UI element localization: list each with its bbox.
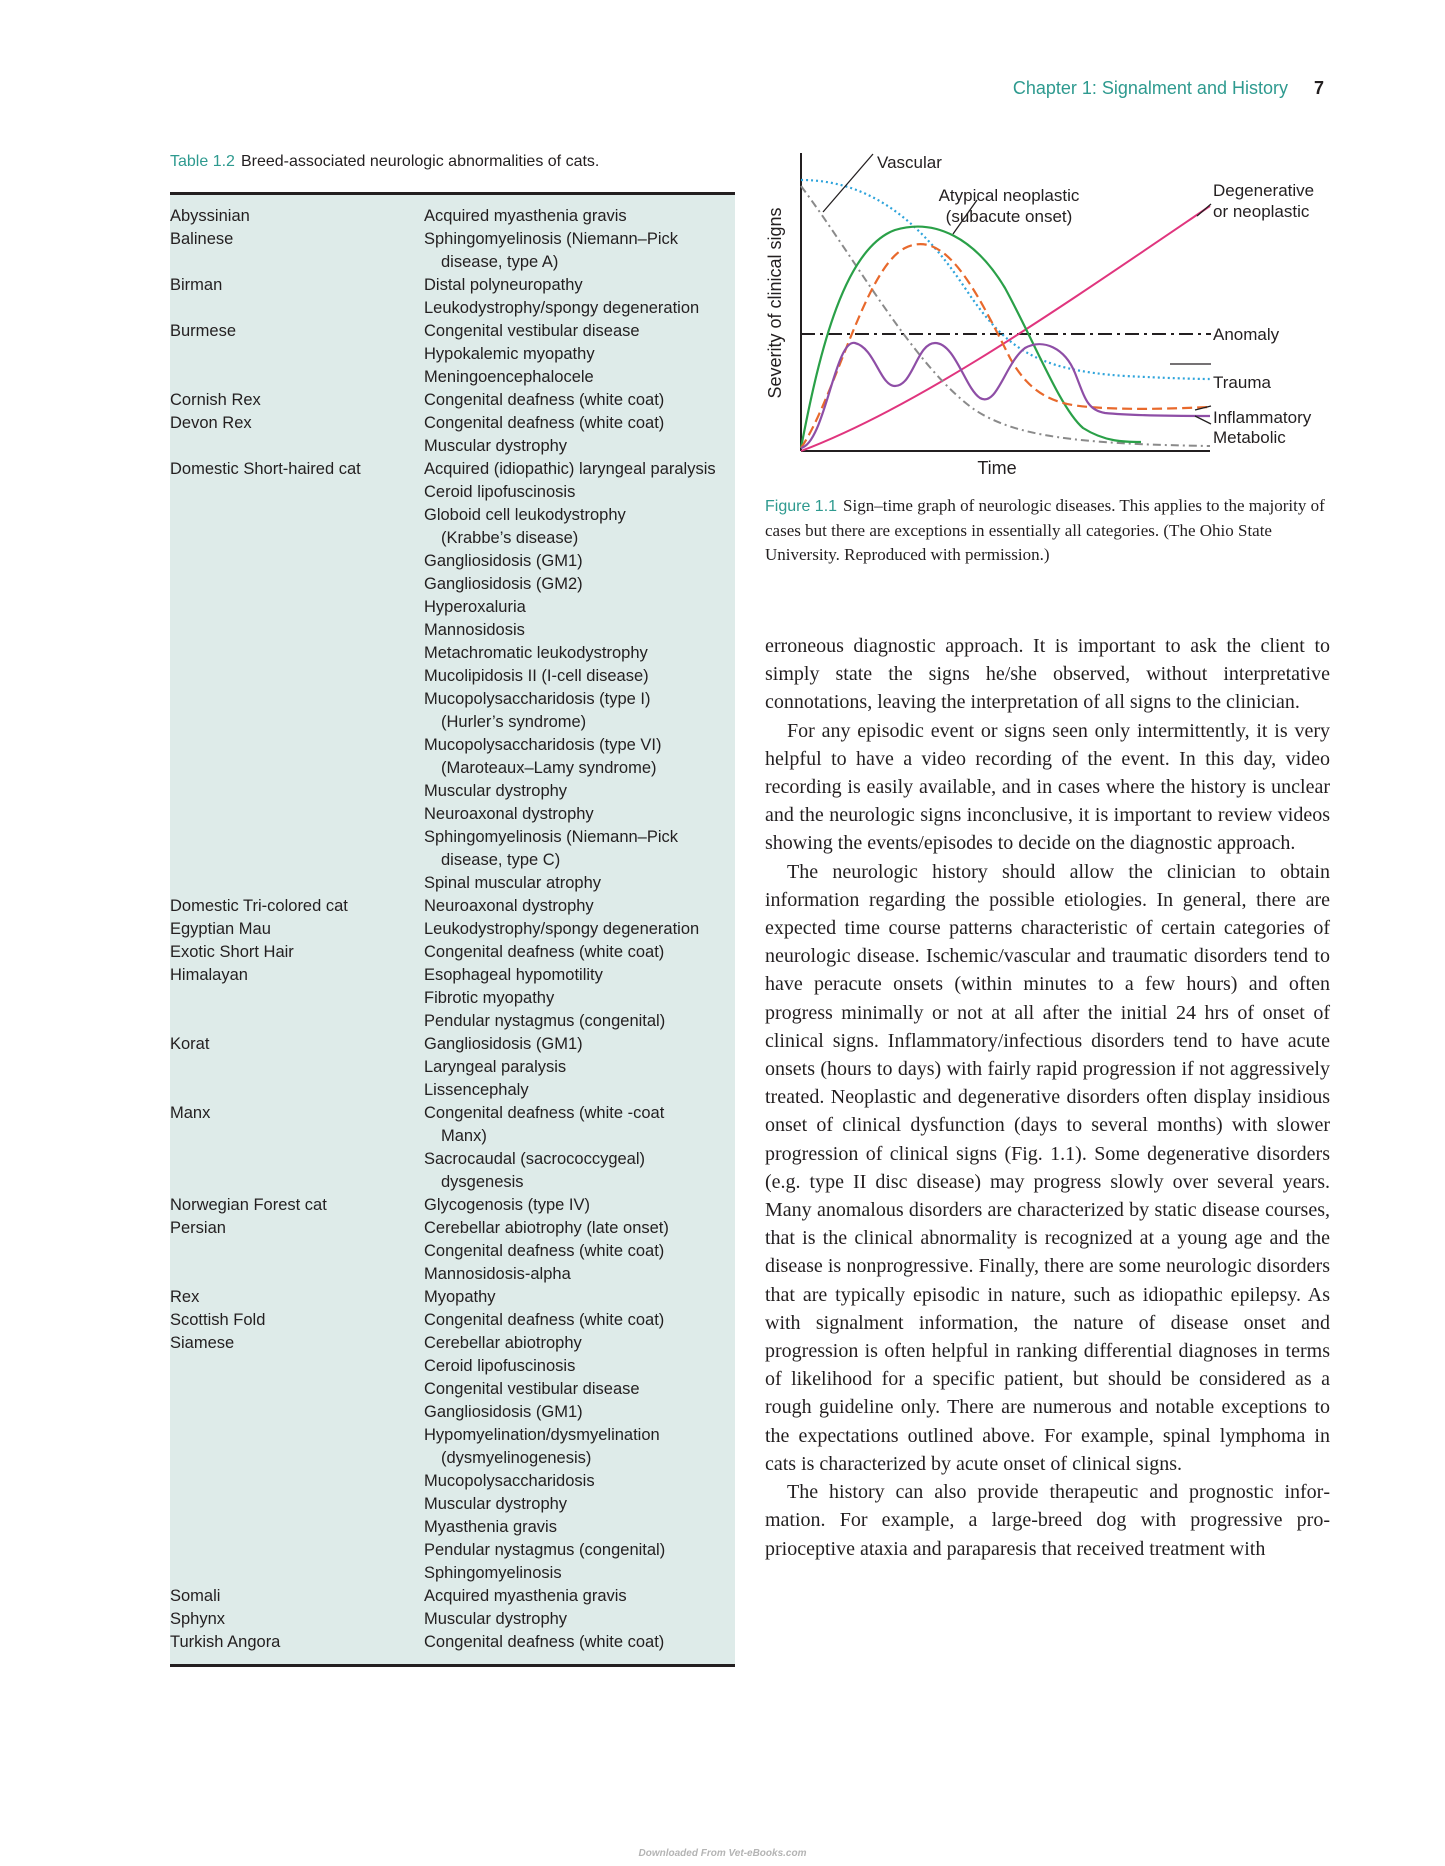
table-row bbox=[170, 1539, 735, 1562]
condition-line: Congenital deafness (white coat) bbox=[424, 391, 665, 409]
table-caption bbox=[170, 151, 740, 173]
breed-cell bbox=[170, 1010, 183, 1033]
condition-cell bbox=[424, 1470, 735, 1493]
condition-line: Sacrocaudal (sacrococcygeal) bbox=[424, 1150, 646, 1168]
table-row bbox=[170, 619, 735, 642]
table-row bbox=[170, 1608, 735, 1631]
table-row bbox=[170, 550, 735, 573]
table-row bbox=[170, 1079, 735, 1102]
breed-cell bbox=[170, 987, 183, 1010]
breed-cell bbox=[170, 435, 183, 458]
table-row bbox=[170, 481, 735, 504]
table-row bbox=[170, 734, 735, 780]
x-axis-label: Time bbox=[977, 458, 1017, 478]
condition-line: Meningoencephalocele bbox=[424, 368, 594, 386]
condition-cell bbox=[424, 320, 735, 343]
figure-caption bbox=[765, 494, 1325, 567]
condition-cell bbox=[424, 642, 735, 665]
condition-line: Sphingomyelinosis (Niemann–Pick bbox=[424, 828, 679, 846]
breed-cell bbox=[170, 1401, 183, 1424]
condition-line: Leukodystrophy/spongy degeneration bbox=[424, 299, 700, 317]
breed-name: Persian bbox=[170, 1219, 226, 1237]
table-row bbox=[170, 780, 735, 803]
breed-cell bbox=[170, 1332, 235, 1355]
table-row bbox=[170, 274, 735, 297]
breed-cell bbox=[170, 343, 183, 366]
condition-line: Gangliosidosis (GM1) bbox=[424, 552, 583, 570]
condition-line: Manx) bbox=[441, 1127, 487, 1145]
table-row bbox=[170, 1194, 735, 1217]
atypical-neoplastic-curve bbox=[801, 227, 1141, 448]
condition-cell bbox=[424, 550, 735, 573]
condition-cell bbox=[424, 1102, 735, 1148]
condition-line: Globoid cell leukodystrophy bbox=[424, 506, 626, 524]
table-row bbox=[170, 366, 735, 389]
page-number: 7 bbox=[1313, 78, 1324, 98]
condition-cell bbox=[424, 1010, 735, 1033]
condition-line: Myopathy bbox=[424, 1288, 496, 1306]
body-paragraph-3: The neurologic history should allow the clinician to obtain information regarding the possible etiologies. In general, there are expected time course patterns characteristic of certain categories of neurologic disease. Ischemic/vascular and traumatic disorders tend to have peracute onsets (within minutes to a few hours) and often progress minimally or not at all after the initial 24 hrs of onset of clinical signs. Inflammatory/infectious disorders tend to have acute onsets (hours to days) with fairly rapid progression if not aggressively treated. Neoplastic and degenerative disorders often display insidious onset of clinical dysfunction (days to several months) with slower progression of clinical signs (Fig. 1.1). Some degenerative disorders (e.g. type II disc disease) may progress slowly over several years. Many anomalous disorders are characterized by static disease courses, that is the clinical abnormality is recognized at a young age and the disease is nonprogressive. Finally, there are some neurologic disorders that are typically episodic in nature, such as idiopathic epilepsy. As with signalment information, the nature of disease onset and progression is often helpful in ranking differential diagnoses in terms of likelihood for a specific patient, but should be considered as a rough guideline only. There are numerous and notable exceptions to the expectations outlined above. For example, spinal lymphoma in cats is characterized by acute onset of clinical signs. bbox=[765, 860, 1330, 1475]
condition-line: Congenital deafness (white coat) bbox=[424, 943, 665, 961]
table-rows bbox=[170, 205, 735, 1654]
vascular-label: Vascular bbox=[877, 153, 942, 172]
table-row bbox=[170, 1470, 735, 1493]
inflammatory-label: Inflammatory bbox=[1213, 408, 1312, 427]
condition-cell bbox=[424, 734, 735, 780]
table-row bbox=[170, 205, 735, 228]
breed-name: Sphynx bbox=[170, 1610, 226, 1628]
table-row bbox=[170, 343, 735, 366]
breed-name: Devon Rex bbox=[170, 414, 252, 432]
condition-line: Muscular dystrophy bbox=[424, 1495, 568, 1513]
breed-name: Somali bbox=[170, 1587, 221, 1605]
breed-name: Turkish Angora bbox=[170, 1633, 281, 1651]
condition-cell bbox=[424, 1493, 735, 1516]
table-row bbox=[170, 1309, 735, 1332]
condition-line: Gangliosidosis (GM1) bbox=[424, 1403, 583, 1421]
condition-cell bbox=[424, 987, 735, 1010]
condition-line: (dysmyelinogenesis) bbox=[441, 1449, 592, 1467]
table-row bbox=[170, 573, 735, 596]
condition-line: (Maroteaux–Lamy syndrome) bbox=[441, 759, 657, 777]
table-row bbox=[170, 895, 735, 918]
degenerative-label-line1: Degenerative bbox=[1213, 181, 1315, 200]
condition-cell bbox=[424, 964, 735, 987]
table-row bbox=[170, 596, 735, 619]
condition-cell bbox=[424, 1056, 735, 1079]
condition-cell bbox=[424, 1585, 735, 1608]
condition-line: Mannosidosis bbox=[424, 621, 525, 639]
breed-cell bbox=[170, 1608, 226, 1631]
condition-line: (Hurler’s syndrome) bbox=[441, 713, 587, 731]
table-row bbox=[170, 872, 735, 895]
table-row bbox=[170, 1033, 735, 1056]
chapter-title: Chapter 1: Signalment and History bbox=[1012, 78, 1288, 98]
breed-cell bbox=[170, 803, 183, 826]
metabolic-label: Metabolic bbox=[1213, 428, 1286, 447]
condition-line: Spinal muscular atrophy bbox=[424, 874, 602, 892]
breed-cell bbox=[170, 941, 294, 964]
breed-cell bbox=[170, 1424, 183, 1470]
condition-line: Distal polyneuropathy bbox=[424, 276, 583, 294]
condition-line: Congenital deafness (white coat) bbox=[424, 1242, 665, 1260]
breed-name: Manx bbox=[170, 1104, 211, 1122]
table-row bbox=[170, 918, 735, 941]
breed-name: Scottish Fold bbox=[170, 1311, 266, 1329]
breed-cell bbox=[170, 1470, 183, 1493]
condition-line: Hypokalemic myopathy bbox=[424, 345, 595, 363]
metabolic-leader bbox=[1195, 416, 1211, 424]
table-row bbox=[170, 228, 735, 274]
condition-line: Pendular nystagmus (congenital) bbox=[424, 1012, 666, 1030]
condition-cell bbox=[424, 297, 735, 320]
condition-line: Mucolipidosis II (I-cell disease) bbox=[424, 667, 649, 685]
condition-line: Congenital vestibular disease bbox=[424, 322, 640, 340]
breed-cell bbox=[170, 1217, 226, 1240]
breed-name: Siamese bbox=[170, 1334, 235, 1352]
breed-cell bbox=[170, 205, 250, 228]
condition-cell bbox=[424, 1148, 735, 1194]
breed-cell bbox=[170, 1631, 281, 1654]
condition-cell bbox=[424, 895, 735, 918]
condition-cell bbox=[424, 596, 735, 619]
condition-cell bbox=[424, 504, 735, 550]
breed-name: Himalayan bbox=[170, 966, 248, 984]
condition-line: Ceroid lipofuscinosis bbox=[424, 483, 576, 501]
atypical-label-line1: Atypical neoplastic bbox=[938, 186, 1080, 205]
table-caption-text: Breed-associated neurologic abnormalities of cats. bbox=[240, 153, 600, 170]
condition-line: Congenital deafness (white -coat bbox=[424, 1104, 665, 1122]
breed-cell bbox=[170, 1056, 183, 1079]
breed-cell bbox=[170, 1493, 183, 1516]
breed-name: Balinese bbox=[170, 230, 234, 248]
degenerative-label-line2: or neoplastic bbox=[1213, 202, 1310, 221]
table-row bbox=[170, 1401, 735, 1424]
breed-cell bbox=[170, 573, 183, 596]
breed-cell bbox=[170, 780, 183, 803]
table-label: Table 1.2 bbox=[170, 153, 235, 170]
condition-line: Muscular dystrophy bbox=[424, 437, 568, 455]
breed-name: Cornish Rex bbox=[170, 391, 261, 409]
condition-line: Sphingomyelinosis bbox=[424, 1564, 562, 1582]
table-row bbox=[170, 1148, 735, 1194]
breed-cell bbox=[170, 1079, 183, 1102]
condition-line: Congenital deafness (white coat) bbox=[424, 1311, 665, 1329]
breed-cell bbox=[170, 228, 234, 274]
condition-cell bbox=[424, 780, 735, 803]
trauma-label: Trauma bbox=[1213, 373, 1271, 392]
metabolic-curve bbox=[801, 343, 1210, 448]
figure-caption-text: Sign–time graph of neurologic diseases. This applies to the majority of cases but there are exceptions in essentially all categories. (The Ohio State University. Reproduced with permission.) bbox=[765, 496, 1325, 564]
table-row bbox=[170, 435, 735, 458]
breed-name: Domestic Short-haired cat bbox=[170, 460, 361, 478]
table-row bbox=[170, 1516, 735, 1539]
breed-name: Korat bbox=[170, 1035, 210, 1053]
condition-line: Lissencephaly bbox=[424, 1081, 529, 1099]
table-row bbox=[170, 1332, 735, 1355]
breed-cell bbox=[170, 1194, 327, 1217]
condition-cell bbox=[424, 1355, 735, 1378]
condition-cell bbox=[424, 688, 735, 734]
table-row bbox=[170, 320, 735, 343]
condition-line: disease, type C) bbox=[441, 851, 561, 869]
figure-label: Figure 1.1 bbox=[765, 498, 838, 515]
condition-line: Neuroaxonal dystrophy bbox=[424, 897, 594, 915]
condition-line: disease, type A) bbox=[441, 253, 559, 271]
condition-line: Metachromatic leukodystrophy bbox=[424, 644, 648, 662]
condition-cell bbox=[424, 343, 735, 366]
condition-line: Acquired myasthenia gravis bbox=[424, 1587, 627, 1605]
breed-cell bbox=[170, 412, 252, 435]
breed-cell bbox=[170, 1033, 210, 1056]
breed-cell bbox=[170, 688, 183, 734]
table-row bbox=[170, 688, 735, 734]
condition-cell bbox=[424, 619, 735, 642]
sign-time-graph bbox=[765, 148, 1325, 488]
table-row bbox=[170, 665, 735, 688]
condition-line: Neuroaxonal dystrophy bbox=[424, 805, 594, 823]
table-row bbox=[170, 1217, 735, 1240]
table-row bbox=[170, 1102, 735, 1148]
breed-cell bbox=[170, 1585, 221, 1608]
degenerative-leader bbox=[1197, 204, 1211, 216]
condition-cell bbox=[424, 481, 735, 504]
condition-cell bbox=[424, 1401, 735, 1424]
breed-name: Norwegian Forest cat bbox=[170, 1196, 327, 1214]
breed-name: Rex bbox=[170, 1288, 200, 1306]
table-row bbox=[170, 1056, 735, 1079]
condition-line: Sphingomyelinosis (Niemann–Pick bbox=[424, 230, 679, 248]
table-row bbox=[170, 504, 735, 550]
breed-cell bbox=[170, 642, 183, 665]
condition-line: Mannosidosis-alpha bbox=[424, 1265, 571, 1283]
condition-cell bbox=[424, 458, 735, 481]
condition-line: Leukodystrophy/spongy degeneration bbox=[424, 920, 700, 938]
condition-line: Hypomyelination/dysmyelination bbox=[424, 1426, 660, 1444]
condition-line: Acquired (idiopathic) laryngeal paralysis bbox=[424, 460, 716, 478]
condition-line: Laryngeal paralysis bbox=[424, 1058, 567, 1076]
breed-cell bbox=[170, 1240, 183, 1263]
condition-line: Muscular dystrophy bbox=[424, 1610, 568, 1628]
table-row bbox=[170, 1562, 735, 1585]
condition-cell bbox=[424, 1539, 735, 1562]
condition-cell bbox=[424, 1240, 735, 1263]
table-row bbox=[170, 1585, 735, 1608]
body-text bbox=[765, 632, 1330, 1563]
condition-cell bbox=[424, 1332, 735, 1355]
table-row bbox=[170, 458, 735, 481]
anomaly-label: Anomaly bbox=[1213, 325, 1280, 344]
condition-line: Gangliosidosis (GM1) bbox=[424, 1035, 583, 1053]
breed-cell bbox=[170, 320, 237, 343]
breed-cell bbox=[170, 1148, 183, 1194]
breed-cell bbox=[170, 297, 183, 320]
table-row bbox=[170, 1424, 735, 1470]
condition-line: Ceroid lipofuscinosis bbox=[424, 1357, 576, 1375]
breed-cell bbox=[170, 1355, 183, 1378]
condition-cell bbox=[424, 1263, 735, 1286]
condition-cell bbox=[424, 1424, 735, 1470]
breed-name: Egyptian Mau bbox=[170, 920, 271, 938]
condition-cell bbox=[424, 872, 735, 895]
condition-cell bbox=[424, 941, 735, 964]
breed-cell bbox=[170, 504, 183, 550]
breed-cell bbox=[170, 1539, 183, 1562]
condition-line: Glycogenosis (type IV) bbox=[424, 1196, 590, 1214]
breed-name: Domestic Tri-colored cat bbox=[170, 897, 348, 915]
condition-line: Acquired myasthenia gravis bbox=[424, 207, 627, 225]
breed-cell bbox=[170, 550, 183, 573]
condition-cell bbox=[424, 573, 735, 596]
condition-line: Esophageal hypomotility bbox=[424, 966, 603, 984]
condition-line: Mucopolysaccharidosis bbox=[424, 1472, 595, 1490]
condition-line: Hyperoxaluria bbox=[424, 598, 526, 616]
condition-cell bbox=[424, 803, 735, 826]
y-axis-label: Severity of clinical signs bbox=[765, 207, 785, 399]
breed-cell bbox=[170, 596, 183, 619]
breed-cell bbox=[170, 1516, 183, 1539]
condition-cell bbox=[424, 1217, 735, 1240]
condition-cell bbox=[424, 389, 735, 412]
condition-cell bbox=[424, 665, 735, 688]
condition-line: Fibrotic myopathy bbox=[424, 989, 555, 1007]
condition-cell bbox=[424, 1516, 735, 1539]
breed-name: Exotic Short Hair bbox=[170, 943, 294, 961]
table-row bbox=[170, 1355, 735, 1378]
condition-line: dysgenesis bbox=[441, 1173, 524, 1191]
condition-cell bbox=[424, 1194, 735, 1217]
breed-cell bbox=[170, 872, 183, 895]
table-row bbox=[170, 1493, 735, 1516]
table-row bbox=[170, 987, 735, 1010]
table-row bbox=[170, 297, 735, 320]
footer-watermark: Downloaded From Vet-eBooks.com bbox=[638, 1848, 807, 1859]
condition-line: Mucopolysaccharidosis (type I) bbox=[424, 690, 651, 708]
condition-line: Gangliosidosis (GM2) bbox=[424, 575, 583, 593]
condition-line: Cerebellar abiotrophy (late onset) bbox=[424, 1219, 669, 1237]
breed-cell bbox=[170, 826, 183, 872]
running-head bbox=[900, 76, 1324, 100]
body-paragraph-2: For any episodic event or signs seen only intermittently, it is very helpful to have a video recording of the event. In this day, video recording is easily available, and in cases where the history is unclear and the neurologic signs inconclusive, it is important to review videos showing the events/episodes to decide on the diagnostic approach. bbox=[765, 719, 1330, 855]
table-row bbox=[170, 1263, 735, 1286]
table-row bbox=[170, 1240, 735, 1263]
breed-cell bbox=[170, 1102, 211, 1148]
table-row bbox=[170, 826, 735, 872]
condition-cell bbox=[424, 1309, 735, 1332]
condition-line: Congenital vestibular disease bbox=[424, 1380, 640, 1398]
body-paragraph-1: erroneous diagnostic approach. It is important to ask the client to simply state the signs he/she observed, without interpretative connotations, leaving the interpretation of all signs to the clinician. bbox=[765, 635, 1330, 714]
condition-line: Pendular nystagmus (congenital) bbox=[424, 1541, 666, 1559]
condition-line: (Krabbe’s disease) bbox=[441, 529, 579, 547]
condition-cell bbox=[424, 412, 735, 435]
table-row bbox=[170, 941, 735, 964]
breed-cell bbox=[170, 1286, 200, 1309]
condition-cell bbox=[424, 366, 735, 389]
condition-cell bbox=[424, 1033, 735, 1056]
condition-cell bbox=[424, 274, 735, 297]
condition-cell bbox=[424, 1378, 735, 1401]
breed-cell bbox=[170, 964, 248, 987]
condition-cell bbox=[424, 205, 735, 228]
breed-cell bbox=[170, 1378, 183, 1401]
table-row bbox=[170, 412, 735, 435]
table-row bbox=[170, 389, 735, 412]
breed-name: Burmese bbox=[170, 322, 237, 340]
breed-cell bbox=[170, 895, 348, 918]
breed-cell bbox=[170, 619, 183, 642]
table-row bbox=[170, 1631, 735, 1654]
table-row bbox=[170, 964, 735, 987]
condition-line: Mucopolysaccharidosis (type VI) bbox=[424, 736, 662, 754]
condition-cell bbox=[424, 1079, 735, 1102]
condition-cell bbox=[424, 1608, 735, 1631]
figure-1-1 bbox=[765, 148, 1325, 488]
breed-cell bbox=[170, 274, 223, 297]
condition-line: Congenital deafness (white coat) bbox=[424, 1633, 665, 1651]
condition-line: Cerebellar abiotrophy bbox=[424, 1334, 582, 1352]
condition-cell bbox=[424, 435, 735, 458]
breed-cell bbox=[170, 1562, 183, 1585]
condition-cell bbox=[424, 826, 735, 872]
breed-cell bbox=[170, 481, 183, 504]
table-row bbox=[170, 803, 735, 826]
breed-cell bbox=[170, 665, 183, 688]
condition-cell bbox=[424, 1631, 735, 1654]
condition-cell bbox=[424, 918, 735, 941]
breed-cell bbox=[170, 1263, 183, 1286]
breed-name: Birman bbox=[170, 276, 223, 294]
table-row bbox=[170, 1378, 735, 1401]
breed-cell bbox=[170, 458, 361, 481]
body-paragraph-4: The history can also provide therapeutic and prognostic information. For example, a large-breed dog with progressive proprioceptive ataxia and paraparesis that received treatment with bbox=[765, 1481, 1330, 1560]
breed-cell bbox=[170, 734, 183, 780]
condition-line: Muscular dystrophy bbox=[424, 782, 568, 800]
condition-line: Congenital deafness (white coat) bbox=[424, 414, 665, 432]
condition-cell bbox=[424, 1286, 735, 1309]
condition-cell bbox=[424, 1562, 735, 1585]
atypical-label-line2: (subacute onset) bbox=[945, 207, 1073, 226]
table-row bbox=[170, 642, 735, 665]
breed-cell bbox=[170, 1309, 266, 1332]
table-row bbox=[170, 1286, 735, 1309]
vascular-leader bbox=[823, 154, 873, 212]
breed-cell bbox=[170, 389, 261, 412]
breed-table bbox=[170, 192, 735, 1667]
breed-cell bbox=[170, 366, 183, 389]
table-row bbox=[170, 1010, 735, 1033]
breed-cell bbox=[170, 918, 271, 941]
condition-cell bbox=[424, 228, 735, 274]
condition-line: Myasthenia gravis bbox=[424, 1518, 557, 1536]
breed-name: Abyssinian bbox=[170, 207, 250, 225]
